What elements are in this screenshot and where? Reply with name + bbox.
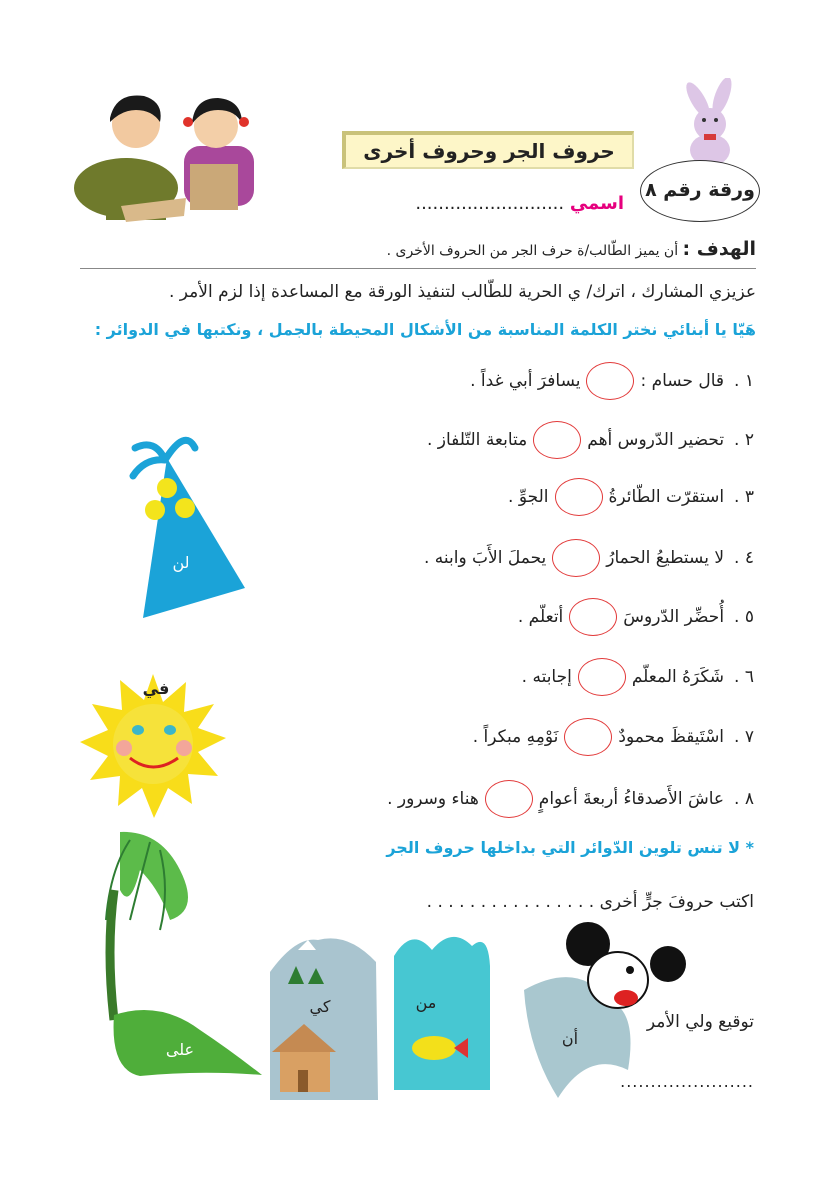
goal-text: أن يميز الطّالب/ة حرف الجر من الحروف الأخرى .: [386, 243, 679, 259]
party-hat-shape: [115, 418, 255, 618]
question-text-after: إجابته .: [521, 667, 572, 687]
children-reading-illustration: [66, 88, 266, 223]
wave-label: من: [415, 993, 437, 1012]
student-name-row: [415, 193, 624, 214]
answer-circle[interactable]: [586, 362, 634, 400]
mountain-label: كي: [309, 997, 331, 1016]
write-prompt: اكتب حروفَ جرٍّ أخرى: [599, 892, 754, 912]
answer-circle[interactable]: [533, 421, 581, 459]
separator-line: [80, 268, 756, 269]
question-1: [470, 362, 754, 400]
hat-label: لن: [172, 553, 190, 572]
answer-circle[interactable]: [485, 780, 533, 818]
question-text-before: قال حسام :: [640, 371, 725, 391]
palm-tree-shape: [100, 830, 270, 1090]
sun-shape: [78, 672, 228, 822]
sun-label: في: [142, 679, 170, 698]
question-7: [473, 718, 754, 756]
question-4: [424, 539, 754, 577]
mountain-house-shape: [268, 932, 380, 1102]
parent-signature-label: توقيع ولي الأمر: [646, 1012, 754, 1032]
wave-fish-shape: [392, 926, 492, 1091]
question-text-after: هناء وسرور .: [387, 789, 479, 809]
name-label: اسمي: [569, 193, 624, 214]
question-3: [508, 478, 754, 516]
write-dotted-line[interactable]: . . . . . . . . . . . . . . . .: [426, 892, 595, 912]
question-text-before: استقرّت الطّائرةُ: [608, 487, 725, 507]
question-number: ٢ .: [734, 430, 754, 450]
question-number: ٥ .: [734, 607, 754, 627]
question-5: [518, 598, 754, 636]
goal-row: [387, 238, 756, 260]
question-text-before: شَكَرَهُ المعلّم: [631, 667, 725, 687]
worksheet-title: حروف الجر وحروف أخرى: [342, 131, 634, 169]
question-text-after: نَوْمِهِ مبكراً .: [472, 727, 559, 747]
write-prompt-row: [427, 892, 754, 912]
coloring-note: * لا تنس تلوين الدّوائر التي بداخلها حروف الجر: [386, 838, 754, 857]
question-text-before: تحضير الدّروس أهم: [587, 430, 725, 450]
question-number: ٧ .: [734, 727, 754, 747]
instructions-hint: هَيّا يا أبنائي نختر الكلمة المناسبة من الأشكال المحيطة بالجمل ، ونكتبها في الدوائر :: [94, 320, 756, 339]
question-text-after: يسافرَ أبي غداً .: [470, 371, 581, 391]
name-dotted-line: ..........................: [415, 193, 565, 214]
answer-circle[interactable]: [569, 598, 617, 636]
tree-label: على: [165, 1040, 195, 1059]
question-text-after: أتعلّم .: [517, 607, 564, 627]
question-number: ٦ .: [734, 667, 754, 687]
mickey-label: أن: [561, 1029, 579, 1048]
question-number: ١ .: [734, 371, 754, 391]
question-2: [427, 421, 754, 459]
question-text-after: الجوِّ .: [508, 487, 549, 507]
question-text-before: لا يستطيعُ الحمارُ: [606, 548, 725, 568]
sheet-number-badge: ورقة رقم ٨: [640, 160, 760, 222]
question-number: ٣ .: [734, 487, 754, 507]
goal-label: الهدف :: [682, 238, 756, 260]
question-8: [387, 780, 754, 818]
instructions-intro: عزيزي المشارك ، اترك/ ي الحرية للطّالب لتنفيذ الورقة مع المساعدة إذا لزم الأمر .: [168, 282, 756, 302]
question-text-before: اسْتَيقظَ محمودٌ: [618, 727, 725, 747]
question-number: ٨ .: [734, 789, 754, 809]
question-text-after: متابعة التّلفاز .: [426, 430, 528, 450]
answer-circle[interactable]: [564, 718, 612, 756]
question-text-before: عاشَ الأَصدقاءُ أربعةَ أعوامٍ: [538, 789, 725, 809]
answer-circle[interactable]: [555, 478, 603, 516]
question-number: ٤ .: [734, 548, 754, 568]
answer-circle[interactable]: [552, 539, 600, 577]
question-text-before: أُحضِّر الدّروسَ: [623, 607, 725, 627]
rabbit-illustration: [670, 78, 750, 170]
answer-circle[interactable]: [578, 658, 626, 696]
question-text-after: يحملَ الأَبَ وابنه .: [423, 548, 547, 568]
question-6: [522, 658, 754, 696]
parent-signature-line[interactable]: ......................: [620, 1072, 754, 1091]
